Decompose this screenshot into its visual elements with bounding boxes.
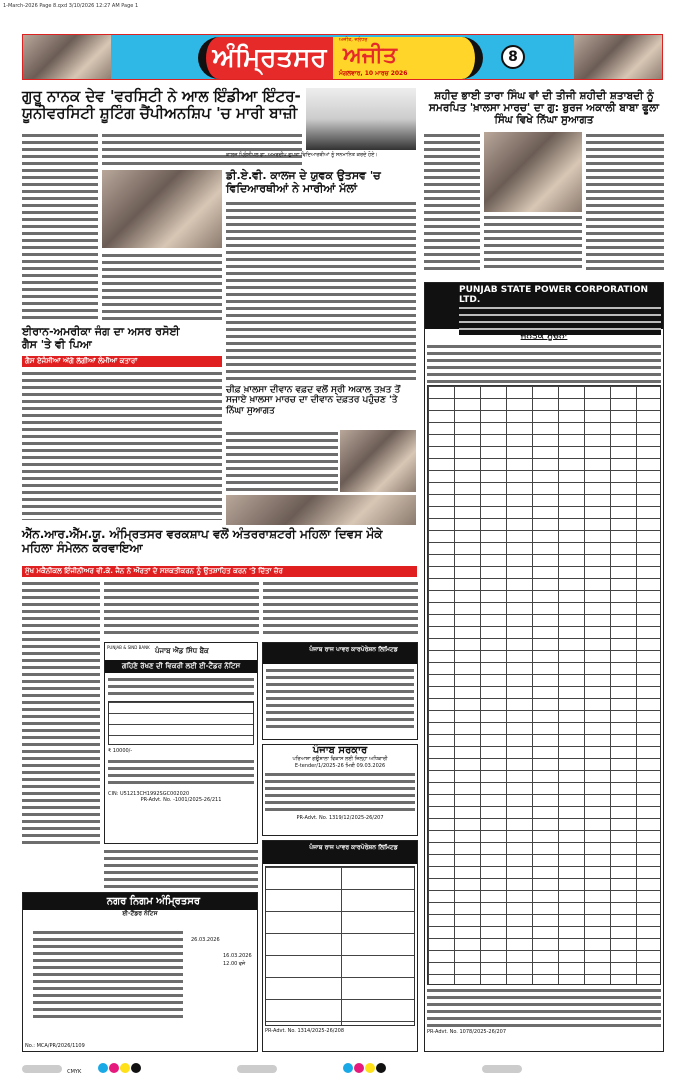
govt-footer: PR-Advt. No. 1319/12/2025-26/207 xyxy=(296,815,384,821)
article-photo xyxy=(340,430,416,492)
article-body xyxy=(484,214,582,272)
headline-gndu: ਗੁਰੂ ਨਾਨਕ ਦੇਵ 'ਵਰਸਿਟੀ ਨੇ ਆਲ ਇੰਡੀਆ ਇੰਟਰ-ਯੂਨੀਵਰਸਿਟੀ ਸ਼ੂਟਿੰਗ ਚੈਂਪੀਅਨਸ਼ਿਪ 'ਚ ਮਾਰੀ ਬਾਜ਼ੀ xyxy=(22,87,301,123)
date-3: 12.00 ਵਜੇ xyxy=(223,961,246,967)
headline-khalsa-march: ਸ਼ਹੀਦ ਭਾਈ ਤਾਰਾ ਸਿੰਘ ਵਾਂ ਦੀ ਤੀਜੀ ਸ਼ਹੀਦੀ ਸ਼ਤਾਬਦੀ ਨੂੰ ਸਮਰਪਿਤ 'ਖ਼ਾਲਸਾ ਮਾਰਚ' ਦਾ ਗੁ: ਬੁਰਜ ਅਕਾਲੀ ਬਾਬਾ ਫੂਲਾ ਸਿੰਘ ਵਿਖੇ ਨਿੱਘਾ ਸੁਆਗਤ xyxy=(428,90,660,127)
nagar-nigam-ad xyxy=(22,892,258,1052)
article-body xyxy=(586,132,664,272)
reserve-price: ₹ 10000/- xyxy=(108,748,133,754)
pspcl-small-ad-2 xyxy=(262,840,418,1052)
article-body xyxy=(22,580,100,848)
iran-kicker: ਗੈਸ ਏਜੰਸੀਆਂ ਅੱਗੇ ਲੱਗੀਆਂ ਲੰਮੀਆਂ ਕਤਾਰਾਂ xyxy=(22,356,222,367)
nagar-nigam-title: ਨਗਰ ਨਿਗਮ ਅੰਮ੍ਰਿਤਸਰ xyxy=(23,893,257,910)
masthead-date: ਮੰਗਲਵਾਰ, 10 ਮਾਰਚ 2026 xyxy=(339,70,408,77)
masthead-name-left: ਅੰਮ੍ਰਿਤਸਰ xyxy=(198,37,333,79)
article-body xyxy=(226,200,416,380)
pspcl-main-ad xyxy=(424,282,664,1052)
bank-heading: ਗਹਿਣੇ ਰੱਖਣ ਦੀ ਵਿਕਰੀ ਲਈ ਈ-ਟੈਂਡਰ ਨੋਟਿਸ xyxy=(105,660,257,673)
nagar-nigam-footer: No.: MCA/PR/2026/1109 xyxy=(25,1042,85,1049)
bank-brand: PUNJAB & SIND BANK xyxy=(107,645,150,650)
article-body xyxy=(22,370,222,520)
article-body xyxy=(102,132,302,166)
bank-cin: CIN: U51213CH1992SGC002020 xyxy=(108,790,190,797)
article-body xyxy=(263,580,418,638)
dance-photo xyxy=(306,88,416,150)
pspcl-small-title: ਪੰਜਾਬ ਰਾਜ ਪਾਵਰ ਕਾਰਪੋਰੇਸ਼ਨ ਲਿਮਿਟਡ xyxy=(263,643,417,664)
article-body xyxy=(226,430,338,492)
masthead xyxy=(22,34,663,80)
bank-footer: PR-Advt. No. -1001/2025-26/211 xyxy=(140,797,222,803)
page-number: 8 xyxy=(501,45,525,69)
headline-nrmu: ਐੱਨ.ਆਰ.ਐੱਮ.ਯੂ. ਅੰਮ੍ਰਿਤਸਰ ਵਰਕਸ਼ਾਪ ਵਲੋਂ ਅੰਤਰਰਾਸ਼ਟਰੀ ਮਹਿਲਾ ਦਿਵਸ ਮੌਕੇ ਮਹਿਲਾ ਸੰਮੇਲਨ ਕਰਵਾਇਆ xyxy=(22,527,383,555)
nagar-nigam-heading: ਈ-ਟੈਂਡਰ ਨੋਟਿਸ xyxy=(122,910,158,917)
bank-ad xyxy=(104,642,258,844)
article-photo xyxy=(102,170,222,248)
photo-caption: ਕਾਲਜ ਪ੍ਰਿੰਸੀਪਲ ਡਾ. ਅਮਰਦੀਪ ਗੁਪਤਾ ਵਿਦਿਆਰਥੀਆਂ ਨੂੰ ਸਨਮਾਨਿਤ ਕਰਦੇ ਹੋਏ। xyxy=(226,152,378,158)
article-body xyxy=(104,580,259,638)
pspcl-main-title: PUNJAB STATE POWER CORPORATION LTD. xyxy=(459,285,649,305)
headline-chief-khalsa: ਚੀਫ਼ ਖ਼ਾਲਸਾ ਦੀਵਾਨ ਵਫ਼ਦ ਵਲੋਂ ਸ੍ਰੀ ਅਕਾਲ ਤਖ਼ਤ ਤੋਂ ਸਜਾਏ ਖ਼ਾਲਸਾ ਮਾਰਚ ਦਾ ਦੀਵਾਨ ਦਫ਼ਤਰ ਪਹੁੰਚਣ 'ਤੇ ਨਿੱਘਾ ਸੁਆਗਤ xyxy=(226,385,401,416)
golden-temple-image xyxy=(23,35,111,80)
article-photo xyxy=(484,132,582,212)
article-body xyxy=(22,132,98,322)
nrmu-kicker: ਮੁੱਖ ਮਕੈਨੀਕਲ ਇੰਜੀਨੀਅਰ ਵੀ.ਕੇ. ਜੈਨ ਨੇ ਔਰਤਾਂ ਦੇ ਸਸ਼ਕਤੀਕਰਨ ਨੂੰ ਉਤਸ਼ਾਹਿਤ ਕਰਨ 'ਤੇ ਦਿੱਤਾ ਜ਼ੋਰ xyxy=(22,566,417,577)
govt-subtitle: ਪਰਿਆਸ਼ਾ ਗਊਸ਼ਾਲਾ ਵਿਕਾਸ ਲਈ ਜ਼ਿਲ੍ਹਾ ਅਧਿਕਾਰੀ xyxy=(292,756,388,762)
pspcl-small-ad xyxy=(262,642,418,740)
govt-tender: E-tender/1/2025-26 ਮਿਤੀ 09.03.2026 xyxy=(294,762,386,769)
date-1: 26.03.2026 xyxy=(191,937,220,943)
pspcl-small2-title: ਪੰਜਾਬ ਰਾਜ ਪਾਵਰ ਕਾਰਪੋਰੇਸ਼ਨ ਲਿਮਿਟਡ xyxy=(263,841,417,864)
govt-ad xyxy=(262,744,418,836)
article-body xyxy=(104,848,258,888)
masthead-kicker: ਅਜੀਤ, ਜਲੰਧਰ xyxy=(339,37,368,43)
monument-image xyxy=(574,35,662,80)
article-photo xyxy=(226,495,416,525)
article-body xyxy=(424,132,480,272)
pspcl-small2-footer: PR-Advt. No. 1314/2025-26/208 xyxy=(265,1028,345,1034)
pspcl-main-heading: ਜਨਤਕ ਸੂਚਨਾ xyxy=(520,331,568,341)
masthead-name-right: ਅਜੀਤ xyxy=(343,43,397,68)
cmyk-label: CMYK xyxy=(67,1069,82,1075)
registration-line: 1-March-2026 Page 8.qxd 3/10/2026 12:27 AM Page 1 xyxy=(3,3,139,9)
headline-iran: ਈਰਾਨ-ਅਮਰੀਕਾ ਜੰਗ ਦਾ ਅਸਰ ਰਸੋਈ ਗੈਸ 'ਤੇ ਵੀ ਪਿਆ xyxy=(22,325,180,351)
article-body xyxy=(102,252,222,322)
headline-dav: ਡੀ.ਏ.ਵੀ. ਕਾਲਜ ਦੇ ਯੁਵਕ ਉਤਸਵ 'ਚ ਵਿਦਿਆਰਥੀਆਂ ਨੇ ਮਾਰੀਆਂ ਮੱਲਾਂ xyxy=(226,169,381,195)
masthead-yellow xyxy=(333,37,483,79)
bank-title: ਪੰਜਾਬ ਐਂਡ ਸਿੰਧ ਬੈਂਕ xyxy=(155,647,209,655)
color-bar xyxy=(22,1058,662,1075)
pspcl-main-footer: PR-Advt. No. 1078/2025-26/207 xyxy=(427,1029,507,1035)
date-2: 16.03.2026 xyxy=(223,953,252,959)
govt-title: ਪੰਜਾਬ ਸਰਕਾਰ xyxy=(312,745,368,756)
